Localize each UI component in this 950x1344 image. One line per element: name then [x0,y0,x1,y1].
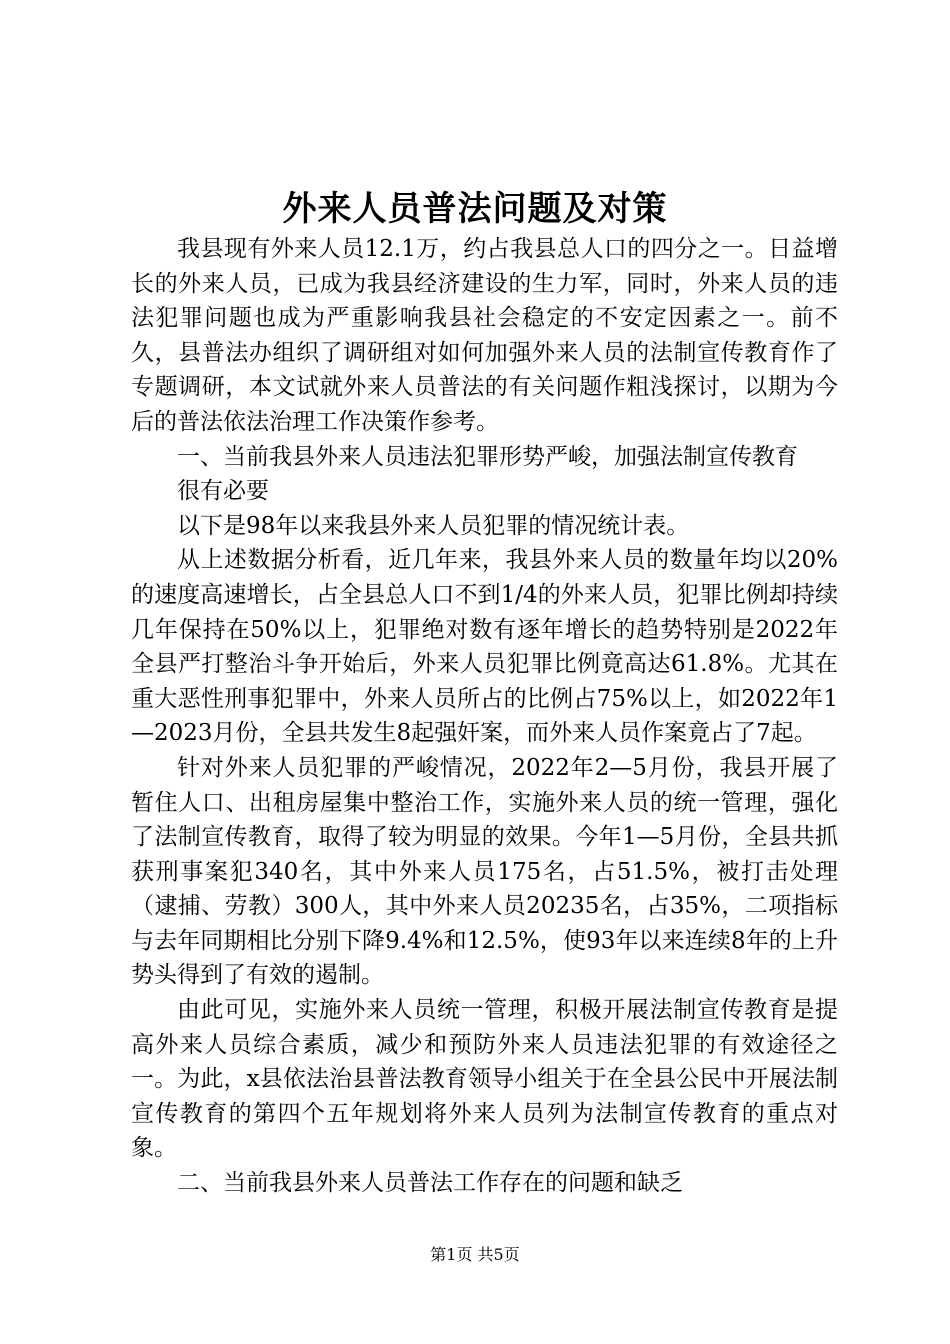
document-title: 外来人员普法问题及对策 [282,189,668,229]
paragraph-conclusion: 由此可见，实施外来人员统一管理，积极开展法制宣传教育是提高外来人员综合素质，减少和预防外来人员违法犯罪的有效途径之一。为此，x县依法治县普法教育领导小组关于在全县公民中开展法制宣传教育的第四个五年规划将外来人员列为法制宣传教育的重点对象。 [131,997,838,1162]
paragraph-analysis: 从上述数据分析看，近几年来，我县外来人员的数量年均以20%的速度高速增长，占全县总人口不到1/4的外来人员，犯罪比例却持续几年保持在50%以上，犯罪绝对数有逐年增长的趋势特别是2022年全县严打整治斗争开始后，外来人员犯罪比例竟高达61.8%。尤其在重大恶性刑事犯罪中，外来人员所占的比例占75%以上，如2022年1—2023月份，全县共发生8起强奸案，而外来人员作案竟占了7起。 [131,547,838,747]
paragraph-table-intro: 以下是98年以来我县外来人员犯罪的情况统计表。 [177,512,690,539]
document-body [131,232,838,1201]
section-heading-1-continued: 很有必要 [177,478,269,505]
section-heading-1: 一、当前我县外来人员违法犯罪形势严峻，加强法制宣传教育 [177,443,798,470]
paragraph-intro: 我县现有外来人员12.1万，约占我县总人口的四分之一。日益增长的外来人员，已成为我县经济建设的生力军，同时，外来人员的违法犯罪问题也成为严重影响我县社会稳定的不安定因素之一。前不久，县普法办组织了调研组对如何加强外来人员的法制宣传教育作了专题调研，本文试就外来人员普法的有关问题作粗浅探讨，以期为今后的普法依法治理工作决策作参考。 [131,236,838,435]
section-heading-2: 二、当前我县外来人员普法工作存在的问题和缺乏 [177,1170,683,1197]
page-footer: 第1页 共5页 [430,1245,520,1264]
paragraph-measures: 针对外来人员犯罪的严峻情况，2022年2—5月份，我县开展了暂住人口、出租房屋集中整治工作，实施外来人员的统一管理，强化了法制宣传教育，取得了较为明显的效果。今年1—5月份，全县共抓获刑事案犯340名，其中外来人员175名，占51.5%，被打击处理（逮捕、劳教）300人，其中外来人员20235名，占35%，二项指标与去年同期相比分别下降9.4%和12.5%，使93年以来连续8年的上升势头得到了有效的遏制。 [131,754,838,989]
